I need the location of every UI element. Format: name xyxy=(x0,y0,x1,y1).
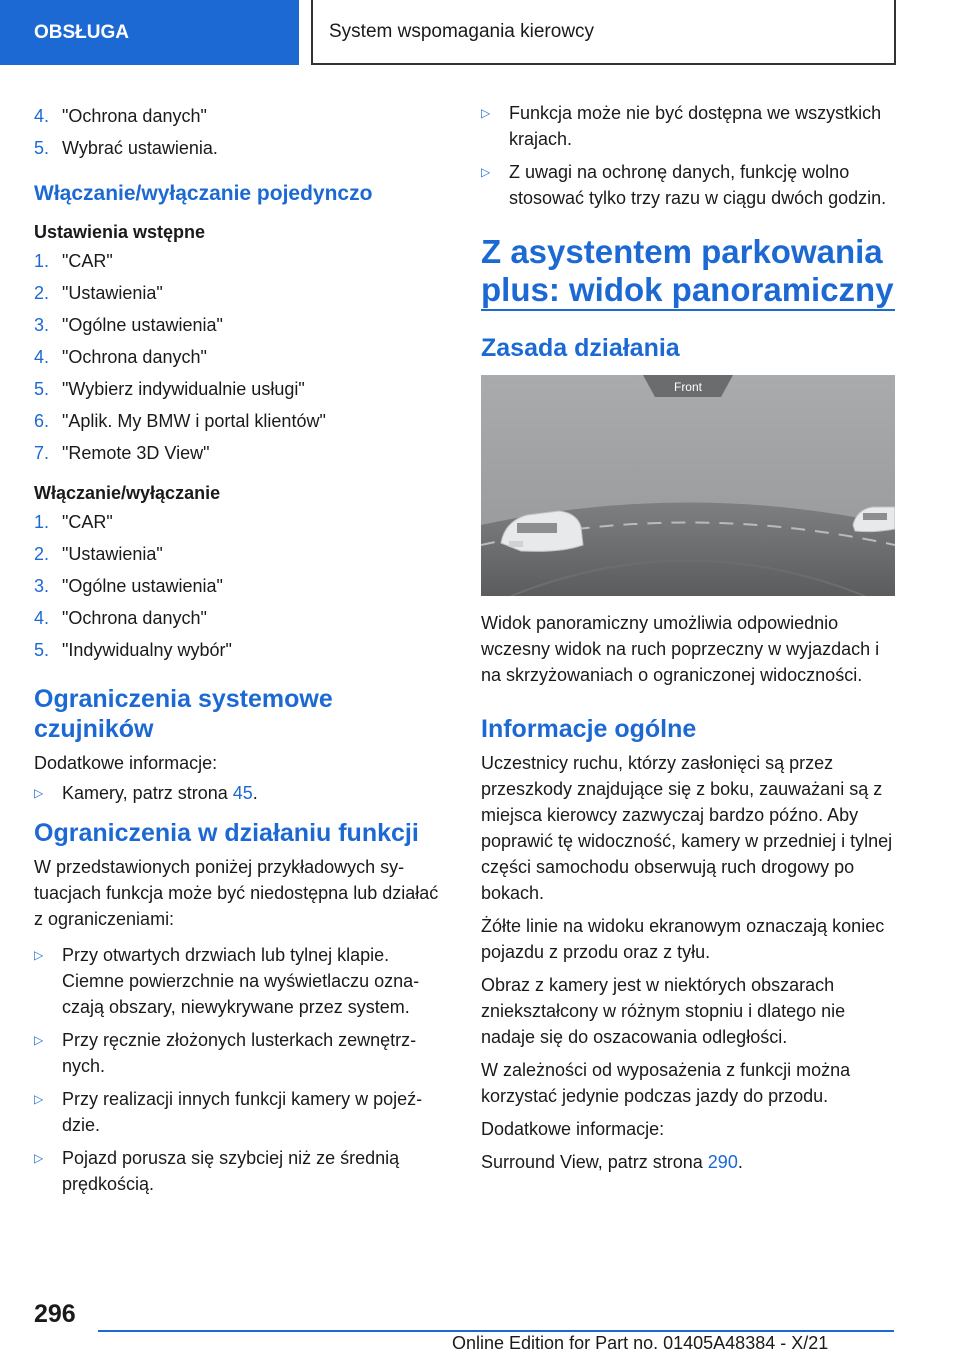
triangle-bullet-icon: ▷ xyxy=(481,106,491,120)
toggle-heading: Włączanie/wyłączanie xyxy=(34,483,221,503)
step-number: 4. xyxy=(34,608,50,628)
step-text: "Ustawienia" xyxy=(62,544,163,564)
list-item xyxy=(34,132,444,164)
step-text: "Ochrona danych" xyxy=(62,608,207,628)
panoramic-view-illustration xyxy=(481,375,895,596)
list-item xyxy=(481,159,895,211)
step-number: 5. xyxy=(34,138,50,158)
step-text: "Wybierz indywidualnie usługi" xyxy=(62,379,305,399)
triangle-bullet-icon: ▷ xyxy=(34,786,44,800)
list-item xyxy=(34,100,444,132)
front-label: Front xyxy=(673,380,703,394)
step-text: "Aplik. My BMW i portal klientów" xyxy=(62,411,326,431)
presets-list xyxy=(34,245,444,469)
reference-end: . xyxy=(737,1152,743,1172)
left-column xyxy=(34,100,444,1204)
step-text: "Ogólne ustawienia" xyxy=(62,315,223,335)
step-number: 7. xyxy=(34,443,50,463)
step-number: 5. xyxy=(34,640,50,660)
list-item xyxy=(34,1145,444,1197)
main-section-heading: Z asystentem parkowania plus: widok panoramiczny xyxy=(481,233,894,308)
general-paragraph: Żółte linie na widoku ekranowym oznaczają koniec pojazdu z przodu oraz z tyłu. xyxy=(481,916,885,962)
header-section-tab xyxy=(0,0,299,65)
page-link[interactable]: 45 xyxy=(232,783,253,803)
function-limits-intro: W przedstawionych poniżej przykładowych sytuacjach funkcja może być niedostępna lub działać z ograniczeniami: xyxy=(34,857,439,929)
step-text: "CAR" xyxy=(62,512,113,532)
step-text: "Indywidualny wybór" xyxy=(62,640,232,660)
step-number: 6. xyxy=(34,411,50,431)
sensor-bullets xyxy=(34,780,444,806)
general-paragraph: Uczestnicy ruchu, którzy zasłonięci są przez przeszkody znajdujące się z boku, zauważani są z miejsca kierowcy zazwyczaj bardzo późno. Aby poprawić tę widoczność, kamery w przedniej i tylnej części samochodu obserwują ruch drogowy po bokach. xyxy=(481,753,893,903)
availability-bullets xyxy=(481,100,895,211)
sensor-limits-heading: Ograniczenia systemowe czujników xyxy=(34,685,333,743)
list-item xyxy=(34,309,444,341)
step-number: 4. xyxy=(34,106,50,126)
step-number: 1. xyxy=(34,251,50,271)
step-text: "Ochrona danych" xyxy=(62,347,207,367)
list-item xyxy=(34,245,444,277)
bullet-text-part: Kamery, patrz strona xyxy=(62,783,233,803)
list-item xyxy=(34,634,444,666)
general-info-heading: Informacje ogólne xyxy=(481,715,697,743)
step-text: "CAR" xyxy=(62,251,113,271)
bullet-text: Przy ręcznie złożonych lusterkach zewnętrznych. xyxy=(62,1030,417,1076)
right-column xyxy=(481,100,895,1175)
step-number: 2. xyxy=(34,283,50,303)
list-item xyxy=(481,100,895,152)
bullet-text: Przy realizacji innych funkcji kamery w pojeździe. xyxy=(62,1089,423,1135)
list-item xyxy=(34,506,444,538)
list-item xyxy=(34,602,444,634)
step-text: Wybrać ustawienia. xyxy=(62,138,218,158)
step-number: 3. xyxy=(34,576,50,596)
list-item xyxy=(34,1027,444,1079)
list-item xyxy=(34,942,444,1020)
list-item xyxy=(34,437,444,469)
top-steps-list xyxy=(34,100,444,164)
general-paragraph: Dodatkowe informacje: xyxy=(481,1119,665,1139)
general-paragraph: W zależności od wyposażenia z funkcji można korzystać jedynie podczas jazdy do przodu. xyxy=(481,1060,851,1106)
step-text: "Ochrona danych" xyxy=(62,106,207,126)
step-text: "Remote 3D View" xyxy=(62,443,210,463)
list-item xyxy=(34,373,444,405)
toggle-list xyxy=(34,506,444,666)
list-item xyxy=(34,277,444,309)
step-number: 1. xyxy=(34,512,50,532)
list-item xyxy=(34,341,444,373)
triangle-bullet-icon: ▷ xyxy=(34,1033,44,1047)
bullet-text: Pojazd porusza się szybciej niż ze średnią prędkością. xyxy=(62,1148,400,1194)
step-text: "Ustawienia" xyxy=(62,283,163,303)
general-paragraph: Obraz z kamery jest w niektórych obszarach zniekształcony w różnym stopniu i dlatego nie nadaje się do oszacowania odległości. xyxy=(481,975,846,1047)
reference-text: Surround View, patrz strona xyxy=(481,1152,708,1172)
single-toggle-heading: Włączanie/wyłączanie pojedynczo xyxy=(34,182,373,205)
bullet-text: Z uwagi na ochronę danych, funkcję wolno stosować tylko trzy razu w ciągu dwóch godzin. xyxy=(509,162,887,208)
sensor-more-info: Dodatkowe informacje: xyxy=(34,753,218,773)
triangle-bullet-icon: ▷ xyxy=(34,948,44,962)
list-item xyxy=(34,538,444,570)
header-chapter-label: System wspomagania kierowcy xyxy=(329,20,595,42)
step-number: 4. xyxy=(34,347,50,367)
presets-heading: Ustawienia wstępne xyxy=(34,222,206,242)
triangle-bullet-icon: ▷ xyxy=(481,165,491,179)
page-number: 296 xyxy=(34,1300,76,1328)
page-link[interactable]: 290 xyxy=(707,1152,738,1172)
principle-text: Widok panoramiczny umożliwia odpowiednio wczesny widok na ruch poprzeczny w wyjazdach i na skrzyżowaniach o ograniczonej widoczności. xyxy=(481,613,880,685)
step-number: 2. xyxy=(34,544,50,564)
list-item xyxy=(34,1086,444,1138)
principle-heading: Zasada działania xyxy=(481,334,680,362)
function-limits-heading: Ograniczenia w działaniu funkcji xyxy=(34,819,419,847)
list-item xyxy=(34,405,444,437)
panoramic-view-figure xyxy=(481,375,895,596)
bullet-text: Przy otwartych drzwiach lub tylnej klapie. Ciemne powierzchnie na wyświetlaczu oznaczają obszary, niewykrywane przez system. xyxy=(62,945,420,1017)
triangle-bullet-icon: ▷ xyxy=(34,1092,44,1106)
function-limits-bullets xyxy=(34,942,444,1197)
header-section-label: OBSŁUGA xyxy=(34,21,129,43)
bullet-text-end: . xyxy=(252,783,258,803)
step-text: "Ogólne ustawienia" xyxy=(62,576,223,596)
list-item xyxy=(34,570,444,602)
footer-divider xyxy=(98,1330,894,1332)
list-item xyxy=(34,780,444,806)
heading-divider xyxy=(481,309,895,311)
step-number: 3. xyxy=(34,315,50,335)
bullet-text xyxy=(62,780,258,806)
footer-edition: Online Edition for Part no. 01405A48384 - X/21 xyxy=(452,1333,829,1353)
step-number: 5. xyxy=(34,379,50,399)
bullet-text: Funkcja może nie być dostępna we wszystkich krajach. xyxy=(509,103,882,149)
header-chapter-box xyxy=(311,0,896,65)
triangle-bullet-icon: ▷ xyxy=(34,1151,44,1165)
surround-view-reference xyxy=(481,1149,895,1175)
